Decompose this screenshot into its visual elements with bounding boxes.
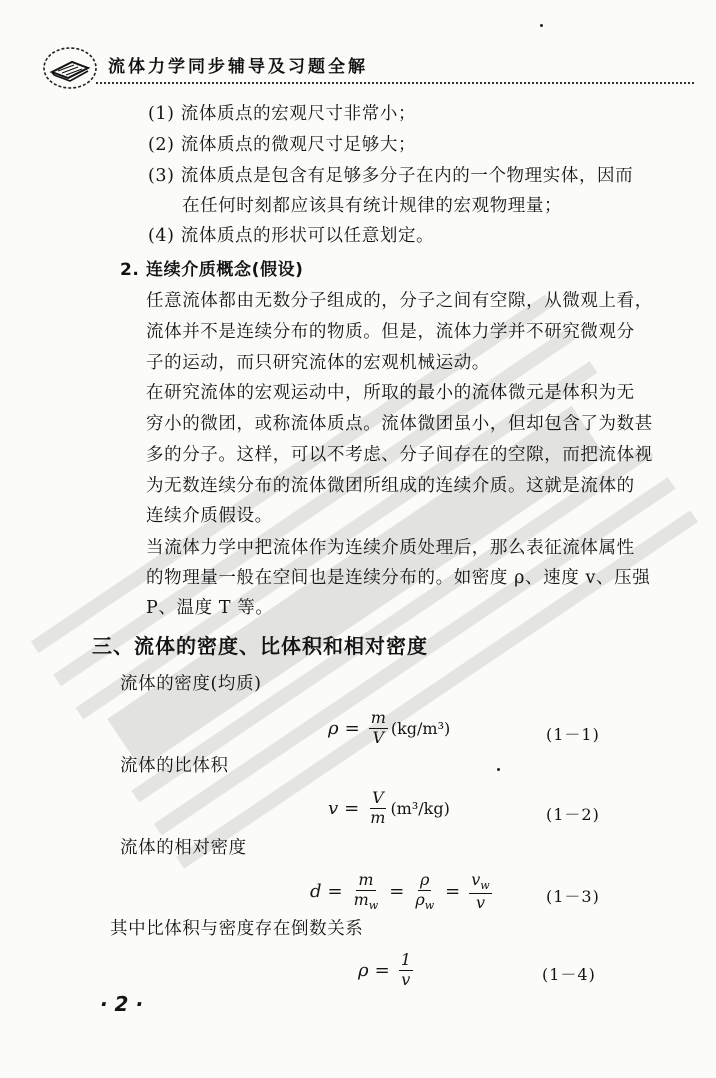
page-number: · 2 · (100, 992, 144, 1016)
formula-label: 流体的密度(均质) (120, 674, 262, 694)
denominator: $\rho_w$ (415, 889, 435, 912)
list-item: (1) 流体质点的宏观尺寸非常小； (148, 104, 417, 124)
denominator: v (475, 892, 485, 912)
formula-label: 流体的比体积 (120, 756, 229, 776)
paragraph-line: 的物理量一般在空间也是连续分布的。如密度 ρ、速度 v、压强 (146, 568, 651, 588)
numerator: m (370, 708, 386, 727)
formula-label: 其中比体积与密度存在倒数关系 (110, 919, 364, 939)
denominator: V (372, 727, 385, 747)
equation-number: (1－1) (546, 725, 600, 744)
denominator: m (370, 807, 386, 827)
list-item: (3) 流体质点是包含有足够多分子在内的一个物理实体，因而 (148, 166, 634, 186)
paragraph-line: 子的运动，而只研究流体的宏观机械运动。 (146, 353, 490, 373)
numerator: ρ (420, 870, 430, 889)
numerator: $v_w$ (471, 870, 490, 893)
eq-lhs: ρ (358, 959, 369, 981)
list-item: (4) 流体质点的形状可以任意划定。 (148, 226, 435, 246)
header-divider (96, 82, 694, 84)
fraction (399, 952, 413, 989)
numerator: 1 (400, 950, 411, 969)
eq-lhs: ρ (328, 717, 339, 739)
paragraph-line: P、温度 T 等。 (146, 598, 274, 618)
fraction (352, 872, 381, 912)
book-logo-icon (42, 44, 98, 90)
paragraph-line: 在研究流体的宏观运动中，所取的最小的流体微元是体积为无 (146, 383, 635, 403)
section-heading: 2. 连续介质概念(假设) (120, 260, 304, 280)
book-title: 流体力学同步辅导及习题全解 (108, 57, 368, 77)
unit: (kg/m³) (390, 718, 451, 738)
fraction (413, 872, 436, 912)
scan-speck (497, 768, 500, 771)
scan-speck (540, 24, 543, 27)
equation-specific-volume: v = $\frac{V}{m}$ (m³/kg) (328, 788, 450, 827)
paragraph-line: 任意流体都由无数分子组成的，分子之间有空隙，从微观上看， (146, 291, 653, 311)
eq-lhs: v (328, 797, 339, 819)
paragraph-line: 当流体力学中把流体作为连续介质处理后，那么表征流体属性 (146, 538, 635, 558)
page-header (40, 44, 690, 92)
paragraph-line: 为无数连续分布的流体微团所组成的连续介质。这就是流体的 (146, 476, 635, 496)
fraction (368, 790, 387, 827)
paragraph-line: 连续介质假设。 (146, 506, 273, 526)
section-heading: 三、流体的密度、比体积和相对密度 (92, 634, 428, 658)
denominator: $m_w$ (353, 889, 379, 912)
numerator: V (372, 788, 384, 807)
fraction (469, 872, 491, 912)
fraction (369, 710, 388, 747)
equation-number: (1－3) (546, 887, 600, 906)
list-item: (2) 流体质点的微观尺寸足够大； (148, 135, 417, 155)
equation-reciprocal: ρ = $\frac{1}{v}$ (358, 950, 411, 989)
eq-lhs: d (310, 881, 322, 903)
list-item-continuation: 在任何时刻都应该具有统计规律的宏观物理量； (182, 196, 563, 216)
equation-number: (1－4) (542, 965, 596, 984)
numerator: m (358, 870, 374, 889)
paragraph-line: 穷小的微团，或称流体质点。流体微团虽小，但却包含了为数甚 (146, 414, 653, 434)
paragraph-line: 流体并不是连续分布的物质。但是，流体力学并不研究微观分 (146, 322, 635, 342)
unit: (m³/kg) (390, 798, 450, 818)
equation-density: ρ = $\frac{m}{V}$ (kg/m³) (328, 708, 451, 747)
equation-number: (1－2) (546, 805, 600, 824)
formula-label: 流体的相对密度 (120, 838, 247, 858)
denominator: v (401, 969, 411, 989)
paragraph-line: 多的分子。这样，可以不考虑、分子间存在的空隙，而把流体视 (146, 445, 653, 465)
equation-relative-density: d = $\frac{m}{m_w}$ = $\frac{\rho}{\rho_w}$ = $\frac{v_w}{v}$ (310, 870, 490, 912)
